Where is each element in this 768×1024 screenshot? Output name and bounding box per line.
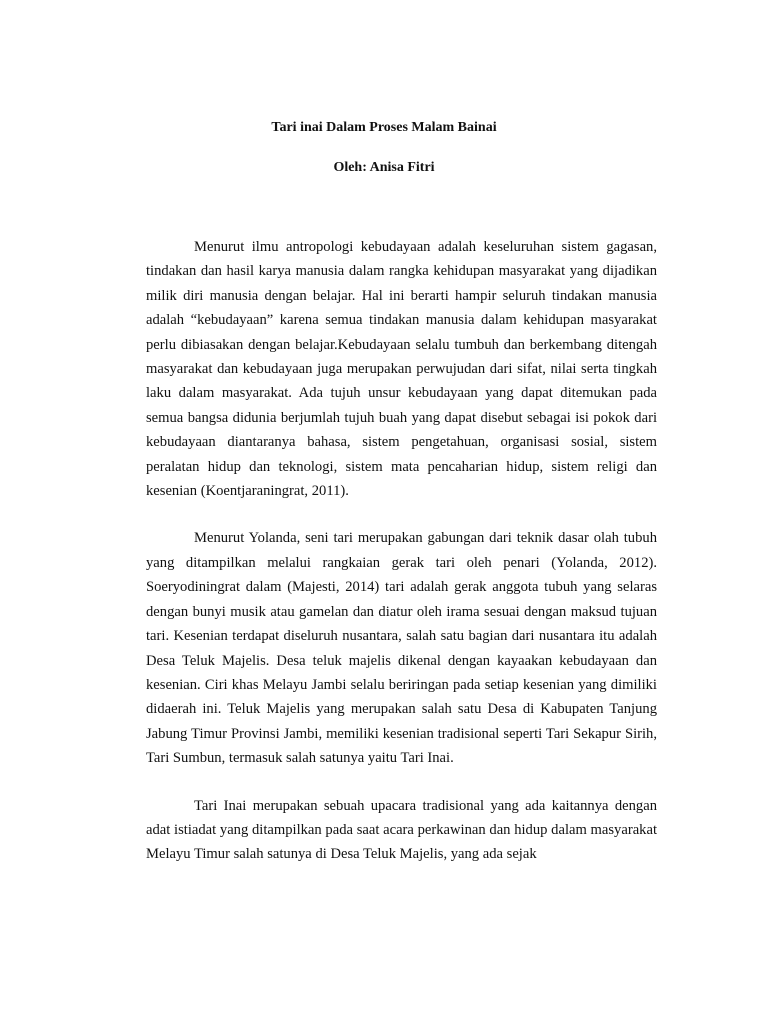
document-body: [146, 235, 657, 890]
paragraph: Menurut ilmu antropologi kebudayaan adalah keseluruhan sistem gagasan, tindakan dan hasil karya manusia dalam rangka kehidupan masyarakat yang dijadikan milik diri manusia dengan belajar. Hal ini berarti hampir seluruh tindakan manusia adalah “kebudayaan” karena semua tindakan manusia dalam kehidupan masyarakat perlu dibiasakan dengan belajar.Kebudayaan selalu tumbuh dan berkembang ditengah masyarakat dan kebudayaan juga merupakan perwujudan dari sifat, nilai serta tingkah laku dalam masyarakat. Ada tujuh unsur kebudayaan yang dapat ditemukan pada semua bangsa didunia berjumlah tujuh buah yang dapat disebut sebagai isi pokok dari kebudayaan diantaranya bahasa, sistem pengetahuan, organisasi sosial, sistem peralatan hidup dan teknologi, sistem mata pencaharian hidup, sistem religi dan kesenian (Koentjaraningrat, 2011).: [146, 239, 657, 500]
paragraph: Tari Inai merupakan sebuah upacara tradisional yang ada kaitannya dengan adat istiadat yang ditampilkan pada saat acara perkawinan dan hidup dalam masyarakat Melayu Timur salah satunya di Desa Teluk Majelis, yang ada sejak: [146, 797, 657, 863]
paragraph: Menurut Yolanda, seni tari merupakan gabungan dari teknik dasar olah tubuh yang ditampilkan melalui rangkaian gerak tari oleh penari (Yolanda, 2012). Soeryodiningrat dalam (Majesti, 2014) tari adalah gerak anggota tubuh yang selaras dengan bunyi musik atau gamelan dan diatur oleh irama sesuai dengan maksud tujuan tari. Kesenian terdapat diseluruh nusantara, salah satu bagian dari nusantara itu adalah Desa Teluk Majelis. Desa teluk majelis dikenal dengan kayaakan kebudayaan dan kesenian. Ciri khas Melayu Jambi selalu beriringan pada setiap kesenian yang dimiliki didaerah ini. Teluk Majelis yang merupakan salah satu Desa di Kabupaten Tanjung Jabung Timur Provinsi Jambi, memiliki kesenian tradisional seperti Tari Sekapur Sirih, Tari Sumbun, termasuk salah satunya yaitu Tari Inai.: [146, 530, 657, 767]
author-line: Oleh: Anisa Fitri: [333, 160, 435, 175]
document-title: Tari inai Dalam Proses Malam Bainai: [271, 120, 497, 135]
